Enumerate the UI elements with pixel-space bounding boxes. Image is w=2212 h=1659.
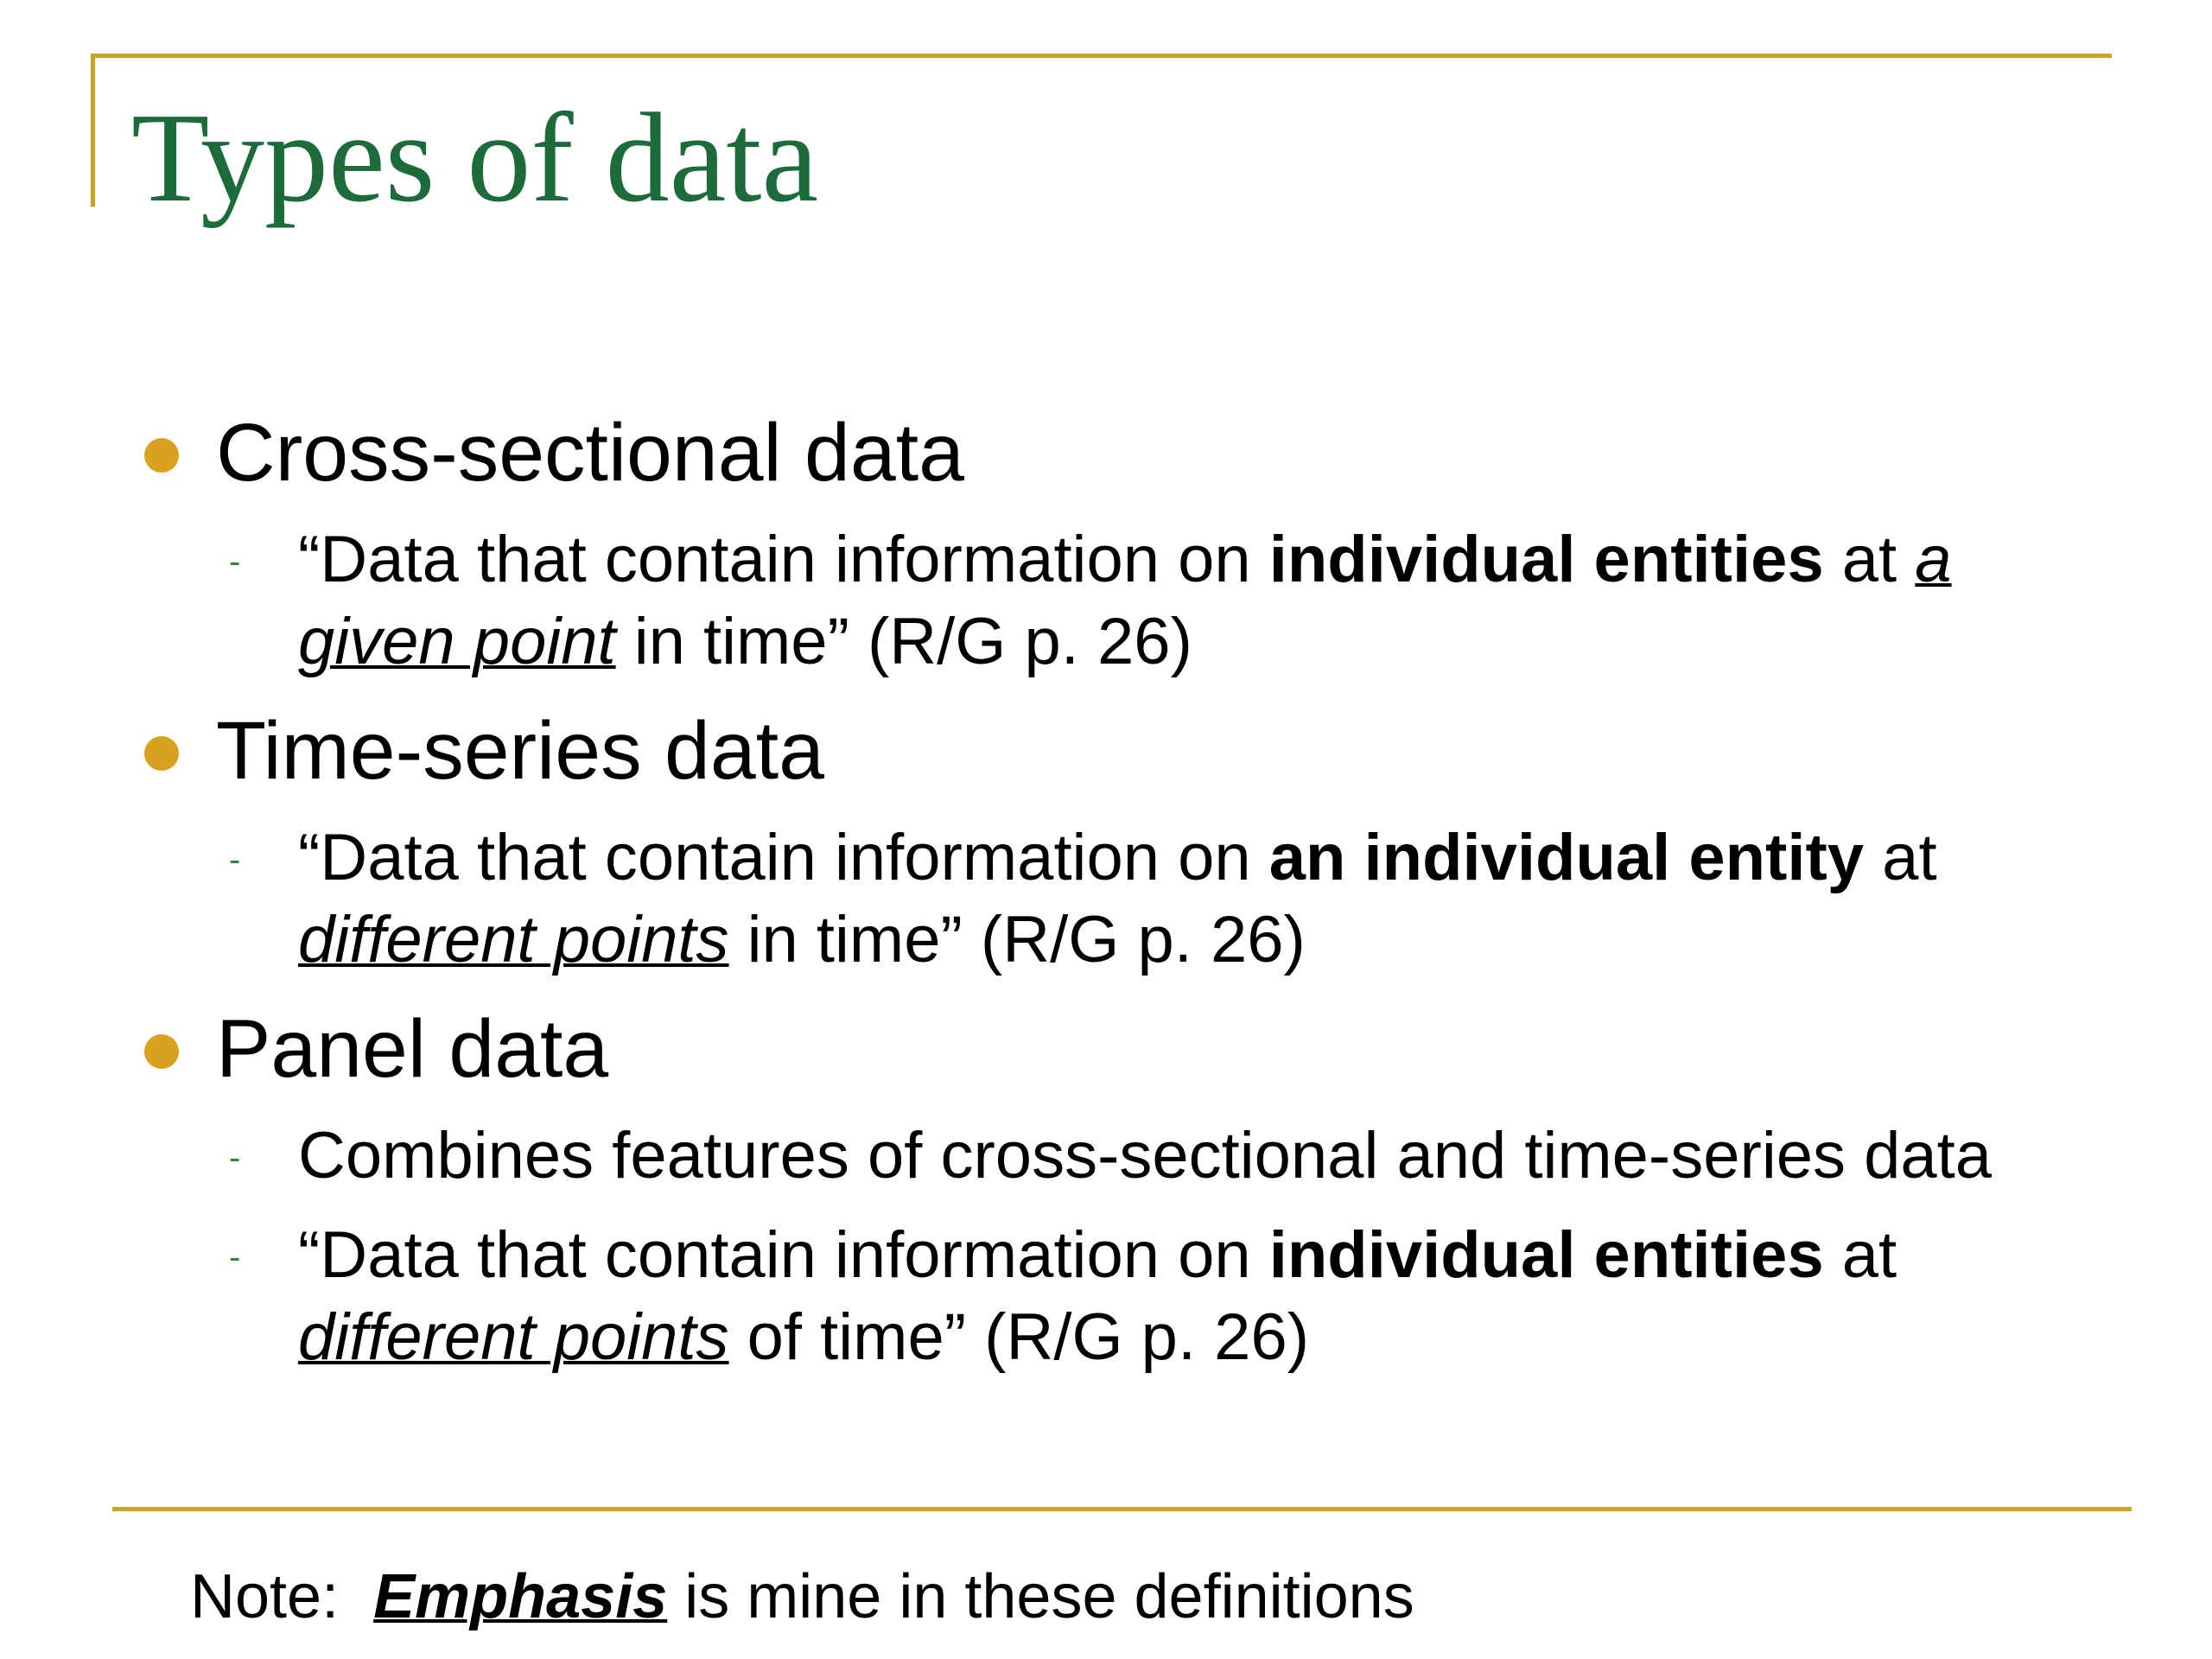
bullet-time-series: Time-series data xyxy=(216,705,824,797)
sub-bullet-panel-combines xyxy=(298,1115,2104,1197)
bold-segment: an individual entity xyxy=(1268,821,1865,894)
sub-bullet-dash: - xyxy=(229,543,241,581)
text-segment: Combines features of cross-sectional and time-series data xyxy=(298,1119,1993,1192)
note-emphasis: Emphasis xyxy=(373,1562,668,1631)
bottom-rule xyxy=(112,1507,2132,1511)
emphasis-segment: different points xyxy=(298,903,729,976)
footnote xyxy=(190,1560,1414,1634)
bullet-dot xyxy=(144,438,179,473)
sub-bullet-cross-sectional-definition xyxy=(298,518,2104,683)
text-segment: “Data that contain information on xyxy=(298,1218,1269,1292)
bullet-dot xyxy=(144,736,179,771)
text-segment: “Data that contain information on xyxy=(298,523,1269,596)
emphasis-segment: a given point xyxy=(298,523,1952,678)
note-suffix: is mine in these definitions xyxy=(667,1562,1414,1631)
bullet-cross-sectional: Cross-sectional data xyxy=(216,407,964,499)
sub-bullet-dash: - xyxy=(229,1139,241,1177)
sub-bullet-time-series-definition xyxy=(298,817,2104,981)
sub-bullet-panel-definition xyxy=(298,1214,2104,1378)
bold-segment: individual entities xyxy=(1268,1218,1824,1292)
bullet-dot xyxy=(144,1034,179,1069)
sub-bullet-dash: - xyxy=(229,841,241,879)
text-segment: in time” (R/G p. 26) xyxy=(728,903,1306,976)
text-segment: in time” (R/G p. 26) xyxy=(615,605,1192,678)
text-segment: at xyxy=(1864,821,1937,894)
slide-title: Types of data xyxy=(131,87,819,229)
text-segment: at xyxy=(1823,523,1916,596)
text-segment: of time” (R/G p. 26) xyxy=(728,1300,1310,1374)
bold-segment: individual entities xyxy=(1268,523,1824,596)
bullet-panel: Panel data xyxy=(216,1003,609,1095)
emphasis-segment: different points xyxy=(298,1300,729,1374)
text-segment: at xyxy=(1823,1218,1897,1292)
text-segment: “Data that contain information on xyxy=(298,821,1269,894)
sub-bullet-dash: - xyxy=(229,1238,241,1276)
note-prefix: Note: xyxy=(190,1562,374,1631)
